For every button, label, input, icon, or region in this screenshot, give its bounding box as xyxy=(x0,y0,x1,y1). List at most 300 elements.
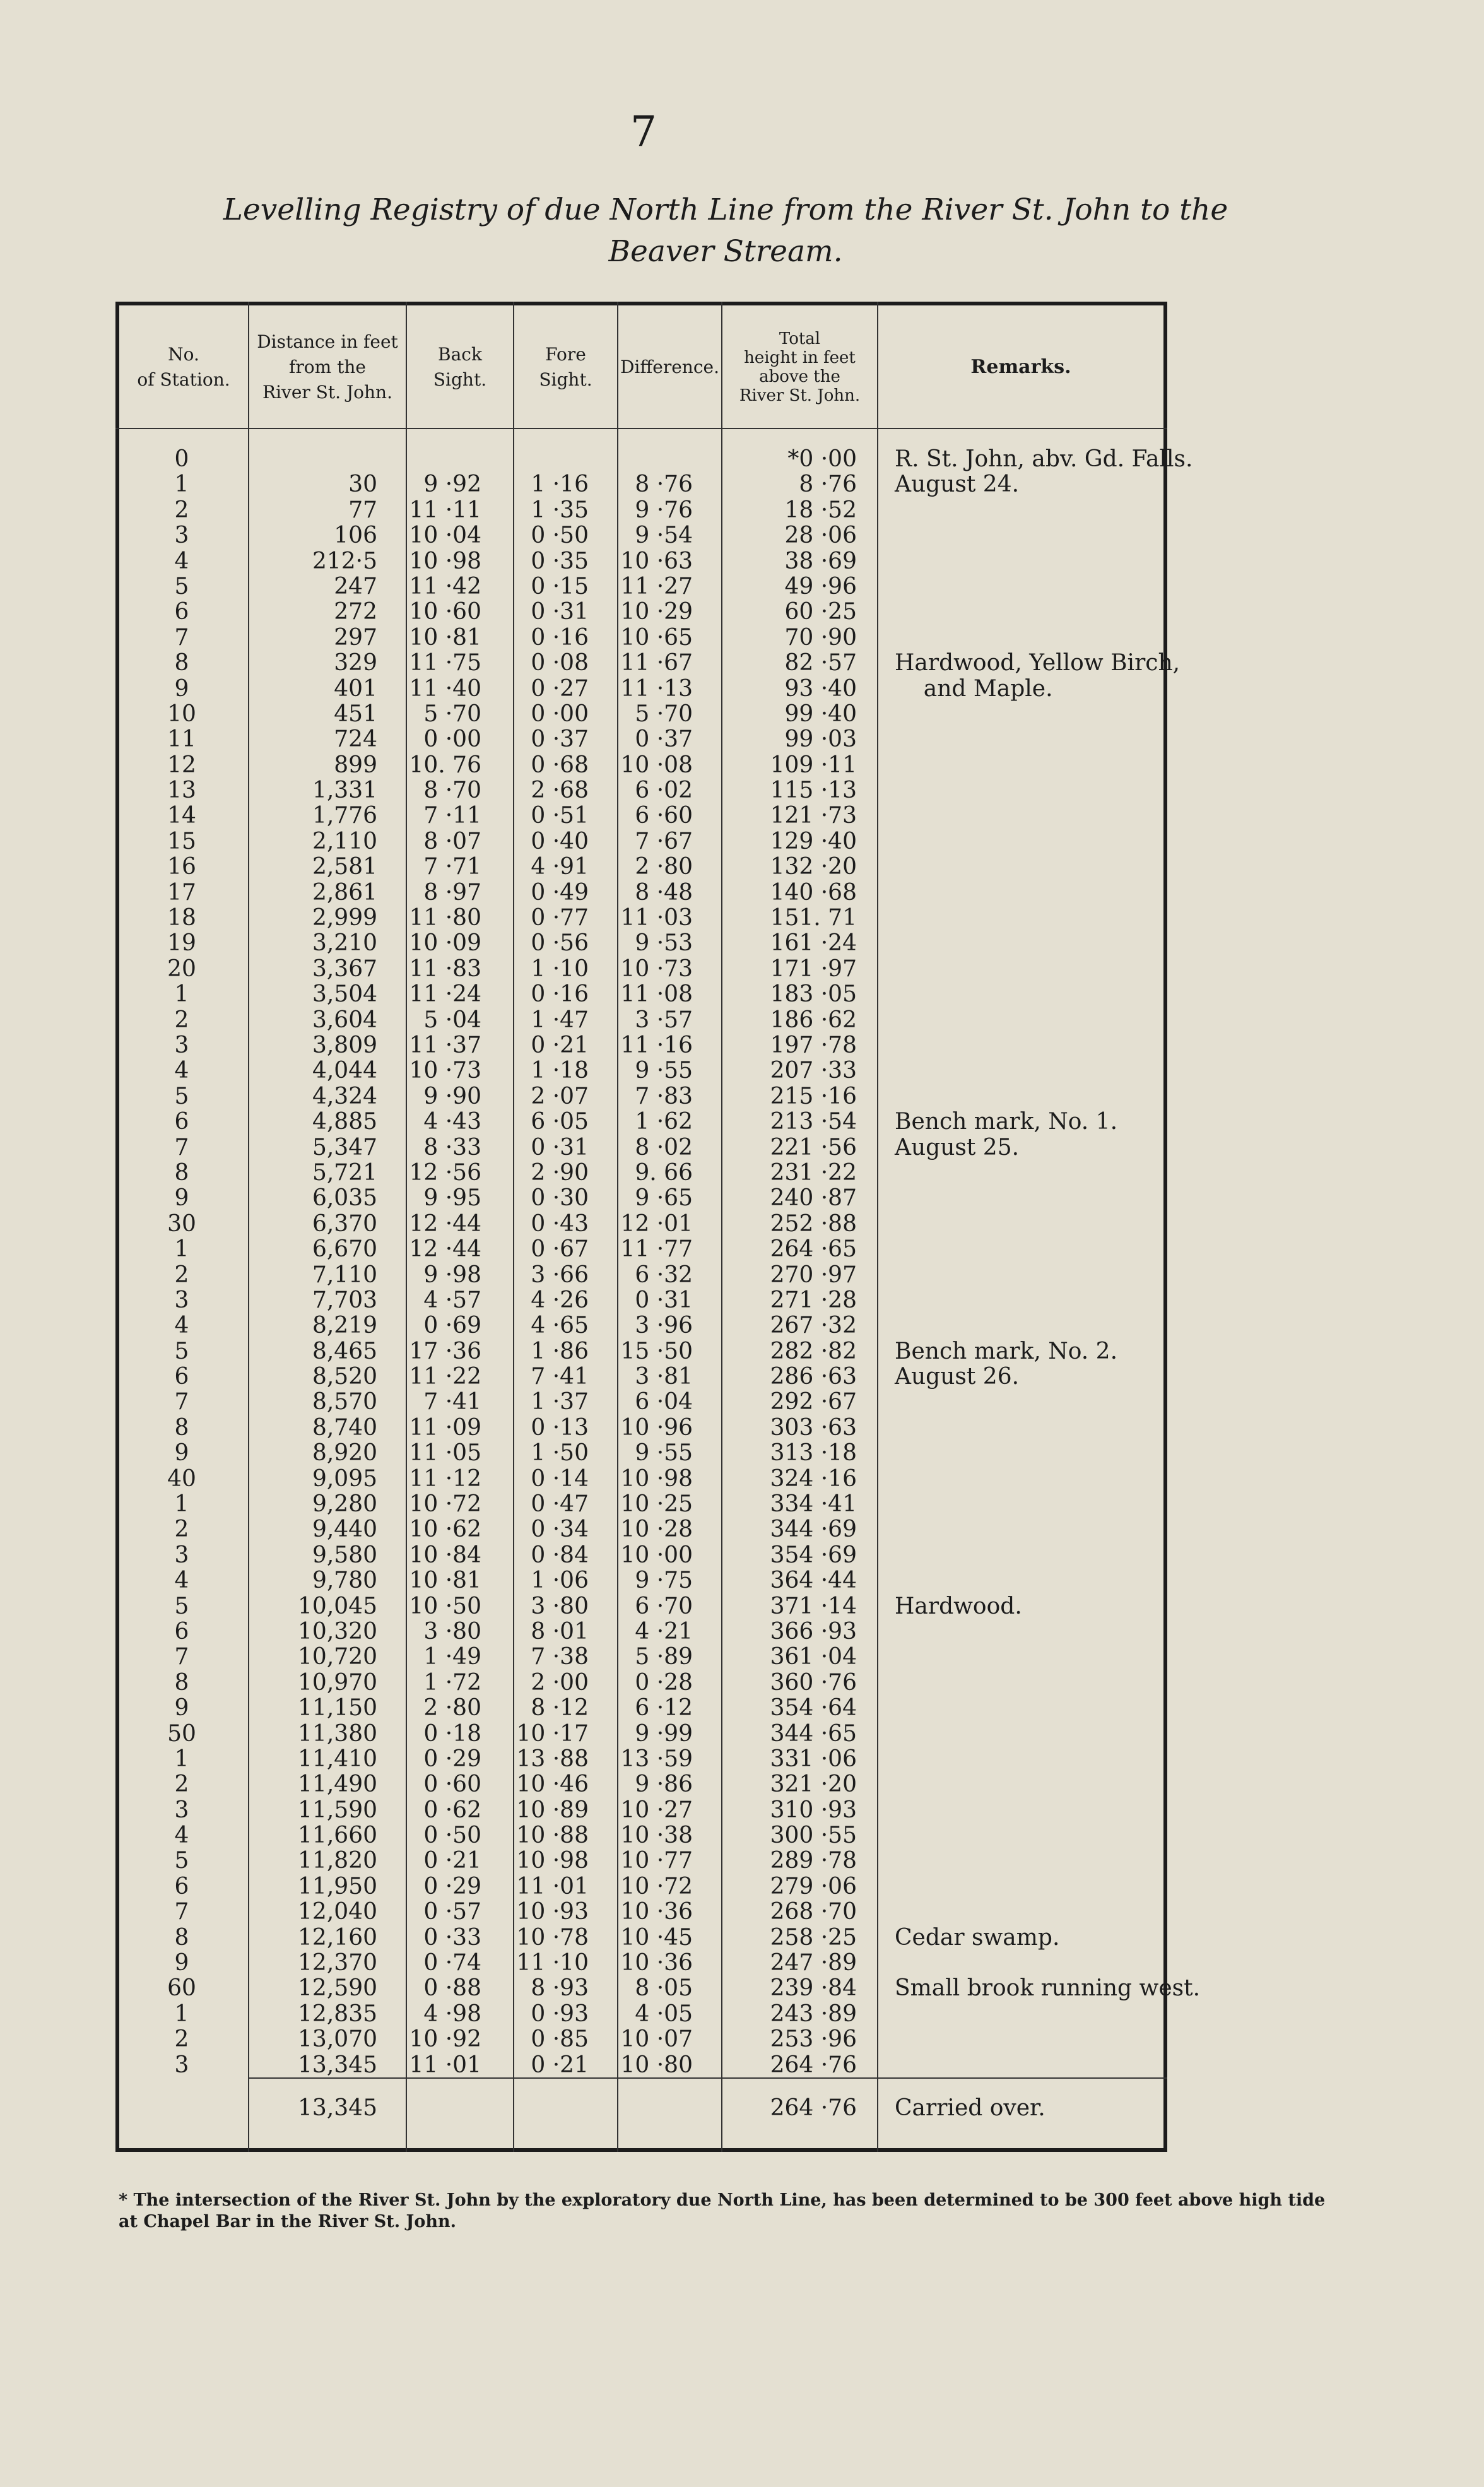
distance-cell: 6,035 xyxy=(312,1185,377,1212)
fore-sight-cell: 11 ·10 xyxy=(516,1950,589,1976)
table-body xyxy=(115,446,1201,2078)
remarks-cell: and Maple. xyxy=(895,675,1053,702)
difference-cell: 6 ·70 xyxy=(635,1593,693,1619)
back-sight-cell: 0 ·74 xyxy=(423,1950,481,1976)
station-number: 5 xyxy=(174,573,189,600)
table-row xyxy=(115,778,1167,803)
distance-cell: 12,040 xyxy=(298,1899,377,1925)
back-sight-cell: 10 ·72 xyxy=(409,1491,481,1518)
fore-sight-cell: 10 ·78 xyxy=(516,1924,589,1951)
back-sight-cell: 8 ·07 xyxy=(423,828,481,854)
difference-cell: 10 ·45 xyxy=(620,1924,693,1951)
table-row xyxy=(115,523,1167,548)
fore-sight-cell: 1 ·47 xyxy=(531,1007,589,1033)
total-height-cell: 140 ·68 xyxy=(770,879,857,906)
back-sight-cell: 7 ·41 xyxy=(423,1389,481,1415)
back-sight-cell: 10 ·84 xyxy=(409,1542,481,1568)
difference-cell: 12 ·01 xyxy=(620,1210,693,1237)
back-sight-cell: 0 ·57 xyxy=(423,1899,481,1925)
station-number: 4 xyxy=(174,1313,189,1339)
back-sight-cell: 11 ·75 xyxy=(409,650,481,676)
page-title xyxy=(164,189,1287,273)
fore-sight-cell: 10 ·17 xyxy=(516,1720,589,1747)
distance-cell: 3,604 xyxy=(312,1007,377,1033)
total-height-cell: 303 ·63 xyxy=(770,1414,857,1441)
back-sight-cell: 4 ·98 xyxy=(423,2000,481,2027)
distance-cell: 13,070 xyxy=(298,2026,377,2053)
back-sight-cell: 9 ·90 xyxy=(423,1083,481,1109)
station-number: 6 xyxy=(174,1364,189,1390)
distance-cell: 2,861 xyxy=(312,879,377,906)
total-height-cell: 132 ·20 xyxy=(770,854,857,880)
station-number: 3 xyxy=(174,1542,189,1568)
total-height-cell: 253 ·96 xyxy=(770,2026,857,2053)
table-row xyxy=(115,931,1167,956)
station-number: 6 xyxy=(174,1873,189,1899)
back-sight-cell: 11 ·42 xyxy=(409,573,481,600)
distance-cell: 77 xyxy=(348,497,377,523)
header-total-height: Total height in feet above the River St. John. xyxy=(739,329,861,405)
table-row xyxy=(115,1925,1167,1951)
table-row xyxy=(115,1645,1167,1670)
fore-sight-cell: 0 ·13 xyxy=(531,1414,589,1441)
fore-sight-cell: 8 ·01 xyxy=(531,1618,589,1645)
fore-sight-cell: 10 ·89 xyxy=(516,1797,589,1823)
fore-sight-cell: 2 ·00 xyxy=(531,1669,589,1696)
table-row xyxy=(115,2053,1167,2078)
distance-cell: 3,210 xyxy=(312,930,377,957)
station-number: 3 xyxy=(174,1797,189,1823)
total-height-cell: 264 ·76 xyxy=(770,2052,857,2078)
station-number: 16 xyxy=(167,854,196,880)
table-row xyxy=(115,982,1167,1007)
title-line-2: Beaver Stream. xyxy=(608,234,843,269)
fore-sight-cell: 4 ·65 xyxy=(531,1313,589,1339)
distance-cell: 297 xyxy=(334,624,377,651)
table-row xyxy=(115,1772,1167,1797)
station-number: 15 xyxy=(167,828,196,854)
total-height-cell: 282 ·82 xyxy=(770,1338,857,1364)
back-sight-cell: 11 ·11 xyxy=(409,497,481,523)
difference-cell: 6 ·12 xyxy=(635,1695,693,1722)
distance-cell: 11,950 xyxy=(298,1873,377,1899)
fore-sight-cell: 1 ·86 xyxy=(531,1338,589,1364)
fore-sight-cell: 0 ·67 xyxy=(531,1236,589,1263)
back-sight-cell: 11 ·01 xyxy=(409,2052,481,2078)
total-height-cell: 324 ·16 xyxy=(770,1465,857,1492)
distance-cell: 8,465 xyxy=(312,1338,377,1364)
total-height-cell: 292 ·67 xyxy=(770,1389,857,1415)
remarks-cell: Hardwood. xyxy=(895,1593,1022,1619)
total-height-cell: 115 ·13 xyxy=(770,777,857,804)
table-row xyxy=(115,1109,1167,1135)
difference-cell: 6 ·60 xyxy=(635,803,693,829)
fore-sight-cell: 8 ·12 xyxy=(531,1695,589,1722)
difference-cell: 8 ·48 xyxy=(635,879,693,906)
total-height-cell: 371 ·14 xyxy=(770,1593,857,1619)
difference-cell: 11 ·77 xyxy=(620,1236,693,1263)
total-height-cell: 286 ·63 xyxy=(770,1364,857,1390)
distance-cell: 11,410 xyxy=(298,1746,377,1772)
fore-sight-cell: 1 ·35 xyxy=(531,497,589,523)
remarks-cell: Hardwood, Yellow Birch, xyxy=(895,650,1181,676)
back-sight-cell: 9 ·98 xyxy=(423,1261,481,1288)
difference-cell: 10 ·72 xyxy=(620,1873,693,1899)
difference-cell: 3 ·96 xyxy=(635,1313,693,1339)
remarks-cell: R. St. John, abv. Gd. Falls. xyxy=(895,446,1193,472)
distance-cell: 8,520 xyxy=(312,1364,377,1390)
back-sight-cell: 2 ·80 xyxy=(423,1695,481,1722)
table-row xyxy=(115,1975,1201,2002)
fore-sight-cell: 0 ·51 xyxy=(531,803,589,829)
fore-sight-cell: 1 ·16 xyxy=(531,471,589,498)
fore-sight-cell: 1 ·18 xyxy=(531,1058,589,1084)
distance-cell: 6,670 xyxy=(312,1236,377,1263)
table-row xyxy=(115,1161,1167,1186)
difference-cell: 9 ·86 xyxy=(635,1771,693,1798)
table-row xyxy=(115,1008,1167,1033)
difference-cell: 0 ·28 xyxy=(635,1669,693,1696)
distance-cell: 2,581 xyxy=(312,854,377,880)
total-height-cell: 161 ·24 xyxy=(770,930,857,957)
total-height-cell: 264 ·65 xyxy=(770,1236,857,1263)
distance-cell: 12,835 xyxy=(298,2000,377,2027)
table-row xyxy=(115,446,1193,472)
back-sight-cell: 3 ·80 xyxy=(423,1618,481,1645)
station-number: 5 xyxy=(174,1083,189,1109)
distance-cell: 3,367 xyxy=(312,955,377,982)
back-sight-cell: 4 ·57 xyxy=(423,1287,481,1313)
back-sight-cell: 0 ·33 xyxy=(423,1924,481,1951)
back-sight-cell: 0 ·00 xyxy=(423,726,481,753)
total-height-cell: 109 ·11 xyxy=(770,752,857,778)
distance-cell: 8,920 xyxy=(312,1440,377,1467)
fore-sight-cell: 10 ·46 xyxy=(516,1771,589,1798)
station-number: 4 xyxy=(174,1822,189,1849)
back-sight-cell: 0 ·29 xyxy=(423,1746,481,1772)
total-height-cell: 8 ·76 xyxy=(799,471,857,498)
header-station: No. of Station. xyxy=(137,344,230,390)
distance-cell: 12,160 xyxy=(298,1924,377,1951)
table-row xyxy=(115,1619,1167,1645)
distance-cell: 11,380 xyxy=(298,1720,377,1747)
total-height-cell: 247 ·89 xyxy=(770,1950,857,1976)
station-number: 7 xyxy=(174,1134,189,1161)
total-height-cell: 240 ·87 xyxy=(770,1185,857,1212)
station-number: 9 xyxy=(174,675,189,702)
fore-sight-cell: 0 ·34 xyxy=(531,1516,589,1543)
table-row xyxy=(115,1848,1167,1874)
fore-sight-cell: 0 ·31 xyxy=(531,1134,589,1161)
difference-cell: 5 ·89 xyxy=(635,1644,693,1670)
distance-cell: 11,590 xyxy=(298,1797,377,1823)
difference-cell: 11 ·16 xyxy=(620,1032,693,1058)
remarks-cell: August 25. xyxy=(895,1134,1020,1161)
station-number: 1 xyxy=(174,471,189,498)
fore-sight-cell: 10 ·98 xyxy=(516,1848,589,1874)
back-sight-cell: 7 ·11 xyxy=(423,803,481,829)
back-sight-cell: 5 ·04 xyxy=(423,1007,481,1033)
total-height-cell: 18 ·52 xyxy=(784,497,857,523)
distance-cell: 4,324 xyxy=(312,1083,377,1109)
station-number: 2 xyxy=(174,1007,189,1033)
back-sight-cell: 10 ·60 xyxy=(409,599,481,625)
distance-cell: 10,045 xyxy=(298,1593,377,1619)
station-number: 1 xyxy=(174,1491,189,1518)
difference-cell: 4 ·21 xyxy=(635,1618,693,1645)
difference-cell: 0 ·31 xyxy=(635,1287,693,1313)
station-number: 5 xyxy=(174,1338,189,1364)
station-number: 11 xyxy=(167,726,196,753)
station-number: 6 xyxy=(174,1618,189,1645)
distance-cell: 12,590 xyxy=(298,1975,377,2002)
table-row xyxy=(115,1568,1167,1593)
distance-cell: 451 xyxy=(334,700,377,727)
table-row xyxy=(115,1339,1167,1364)
total-height-cell: 313 ·18 xyxy=(770,1440,857,1467)
total-height-cell: 82 ·57 xyxy=(784,650,857,676)
fore-sight-cell: 0 ·50 xyxy=(531,523,589,549)
distance-cell: 9,780 xyxy=(312,1568,377,1594)
distance-cell: 9,440 xyxy=(312,1516,377,1543)
total-height-cell: 49 ·96 xyxy=(784,573,857,600)
station-number: 5 xyxy=(174,1848,189,1874)
station-number: 17 xyxy=(167,879,196,906)
station-number: 3 xyxy=(174,523,189,549)
difference-cell: 10 ·77 xyxy=(620,1848,693,1874)
station-number: 9 xyxy=(174,1695,189,1722)
difference-cell: 10 ·07 xyxy=(620,2026,693,2053)
back-sight-cell: 9 ·95 xyxy=(423,1185,481,1212)
total-height-cell: 331 ·06 xyxy=(770,1746,857,1772)
back-sight-cell: 11 ·12 xyxy=(409,1465,481,1492)
fore-sight-cell: 0 ·77 xyxy=(531,905,589,931)
back-sight-cell: 11 ·80 xyxy=(409,905,481,931)
header-distance: Distance in feet from the River St. John. xyxy=(257,331,398,403)
fore-sight-cell: 0 ·00 xyxy=(531,700,589,727)
station-number: 9 xyxy=(174,1440,189,1467)
distance-cell: 11,660 xyxy=(298,1822,377,1849)
difference-cell: 0 ·37 xyxy=(635,726,693,753)
station-number: 1 xyxy=(174,2000,189,2027)
station-number: 5 xyxy=(174,1593,189,1619)
table-row xyxy=(115,1467,1167,1492)
remarks-cell: August 26. xyxy=(895,1364,1020,1390)
total-height-cell: 129 ·40 xyxy=(770,828,857,854)
back-sight-cell: 0 ·88 xyxy=(423,1975,481,2002)
table-row xyxy=(115,2002,1167,2027)
total-height-cell: 321 ·20 xyxy=(770,1771,857,1798)
back-sight-cell: 12 ·56 xyxy=(409,1159,481,1186)
back-sight-cell: 11 ·05 xyxy=(409,1440,481,1467)
fore-sight-cell: 0 ·35 xyxy=(531,548,589,574)
station-number: 14 xyxy=(167,803,196,829)
difference-cell: 6 ·32 xyxy=(635,1261,693,1288)
fore-sight-cell: 0 ·93 xyxy=(531,2000,589,2027)
difference-cell: 9. 66 xyxy=(635,1159,693,1186)
fore-sight-cell: 0 ·31 xyxy=(531,599,589,625)
table-row xyxy=(115,1390,1167,1415)
distance-cell: 8,740 xyxy=(312,1414,377,1441)
carried-total-height: 264 ·76 xyxy=(770,2095,857,2121)
back-sight-cell: 8 ·97 xyxy=(423,879,481,906)
header-difference: Difference. xyxy=(620,357,719,377)
station-number: 6 xyxy=(174,599,189,625)
station-number: 4 xyxy=(174,1568,189,1594)
back-sight-cell: 10 ·50 xyxy=(409,1593,481,1619)
station-number: 1 xyxy=(174,1746,189,1772)
distance-cell: 1,776 xyxy=(312,803,377,829)
total-height-cell: 183 ·05 xyxy=(770,981,857,1008)
difference-cell: 10 ·80 xyxy=(620,2052,693,2078)
header-remarks: Remarks. xyxy=(970,356,1071,378)
distance-cell: 3,504 xyxy=(312,981,377,1008)
distance-cell: 13,345 xyxy=(298,2052,377,2078)
fore-sight-cell: 11 ·01 xyxy=(516,1873,589,1899)
back-sight-cell: 1 ·49 xyxy=(423,1644,481,1670)
table-row xyxy=(115,1951,1167,1976)
fore-sight-cell: 4 ·91 xyxy=(531,854,589,880)
total-height-cell: 99 ·40 xyxy=(784,700,857,727)
back-sight-cell: 10 ·62 xyxy=(409,1516,481,1543)
table-row xyxy=(115,1288,1167,1313)
back-sight-cell: 12 ·44 xyxy=(409,1210,481,1237)
station-number: 2 xyxy=(174,1771,189,1798)
difference-cell: 10 ·08 xyxy=(620,752,693,778)
back-sight-cell: 5 ·70 xyxy=(423,700,481,727)
back-sight-cell: 0 ·29 xyxy=(423,1873,481,1899)
difference-cell: 4 ·05 xyxy=(635,2000,693,2027)
total-height-cell: 60 ·25 xyxy=(784,599,857,625)
remarks-cell: Small brook running west. xyxy=(895,1975,1201,2002)
distance-cell: 10,970 xyxy=(298,1669,377,1696)
back-sight-cell: 4 ·43 xyxy=(423,1109,481,1135)
total-height-cell: 300 ·55 xyxy=(770,1822,857,1849)
total-height-cell: 252 ·88 xyxy=(770,1210,857,1237)
distance-cell: 9,095 xyxy=(312,1465,377,1492)
back-sight-cell: 0 ·62 xyxy=(423,1797,481,1823)
station-number: 60 xyxy=(167,1975,196,2002)
table-row xyxy=(115,1033,1167,1058)
fore-sight-cell: 0 ·56 xyxy=(531,930,589,957)
fore-sight-cell: 0 ·85 xyxy=(531,2026,589,2053)
difference-cell: 1 ·62 xyxy=(635,1109,693,1135)
fore-sight-cell: 0 ·84 xyxy=(531,1542,589,1568)
difference-cell: 10 ·27 xyxy=(620,1797,693,1823)
difference-cell: 9 ·55 xyxy=(635,1058,693,1084)
back-sight-cell: 0 ·60 xyxy=(423,1771,481,1798)
distance-cell: 10,320 xyxy=(298,1618,377,1645)
total-height-cell: 186 ·62 xyxy=(770,1007,857,1033)
table-row xyxy=(115,1899,1167,1925)
station-number: 8 xyxy=(174,1669,189,1696)
fore-sight-cell: 0 ·68 xyxy=(531,752,589,778)
difference-cell: 9 ·54 xyxy=(635,523,693,549)
station-number: 8 xyxy=(174,650,189,676)
total-height-cell: 243 ·89 xyxy=(770,2000,857,2027)
table-row xyxy=(115,1747,1167,1772)
fore-sight-cell: 2 ·07 xyxy=(531,1083,589,1109)
table-row xyxy=(115,702,1167,727)
fore-sight-cell: 0 ·21 xyxy=(531,2052,589,2078)
station-number: 3 xyxy=(174,1287,189,1313)
difference-cell: 9 ·53 xyxy=(635,930,693,957)
station-number: 0 xyxy=(174,446,189,472)
table-row xyxy=(115,880,1167,906)
table-row xyxy=(115,829,1167,854)
table-row xyxy=(115,1492,1167,1517)
station-number: 40 xyxy=(167,1465,196,1492)
station-number: 2 xyxy=(174,2026,189,2053)
total-height-cell: 271 ·28 xyxy=(770,1287,857,1313)
distance-cell: 724 xyxy=(334,726,377,753)
fore-sight-cell: 10 ·88 xyxy=(516,1822,589,1849)
back-sight-cell: 0 ·69 xyxy=(423,1313,481,1339)
table-row xyxy=(115,1517,1167,1542)
difference-cell: 8 ·02 xyxy=(635,1134,693,1161)
table-row xyxy=(115,727,1167,752)
difference-cell: 10 ·98 xyxy=(620,1465,693,1492)
fore-sight-cell: 6 ·05 xyxy=(531,1109,589,1135)
back-sight-cell: 10 ·09 xyxy=(409,930,481,957)
table-row xyxy=(115,1058,1167,1084)
distance-cell: 10,720 xyxy=(298,1644,377,1670)
station-number: 7 xyxy=(174,1899,189,1925)
station-number: 8 xyxy=(174,1159,189,1186)
fore-sight-cell: 1 ·06 xyxy=(531,1568,589,1594)
fore-sight-cell: 0 ·14 xyxy=(531,1465,589,1492)
table-row xyxy=(115,1263,1167,1288)
difference-cell: 9 ·99 xyxy=(635,1720,693,1747)
difference-cell: 3 ·57 xyxy=(635,1007,693,1033)
back-sight-cell: 8 ·70 xyxy=(423,777,481,804)
distance-cell: 247 xyxy=(334,573,377,600)
total-height-cell: 364 ·44 xyxy=(770,1568,857,1594)
back-sight-cell: 10 ·73 xyxy=(409,1058,481,1084)
fore-sight-cell: 0 ·27 xyxy=(531,675,589,702)
back-sight-cell: 0 ·18 xyxy=(423,1720,481,1747)
table-row xyxy=(115,676,1167,702)
table-row xyxy=(115,549,1167,574)
difference-cell: 7 ·83 xyxy=(635,1083,693,1109)
difference-cell: 10 ·96 xyxy=(620,1414,693,1441)
table-row xyxy=(115,1364,1167,1390)
remarks-cell: August 24. xyxy=(895,471,1020,498)
distance-cell: 11,820 xyxy=(298,1848,377,1874)
table-row xyxy=(115,1823,1167,1848)
distance-cell: 6,370 xyxy=(312,1210,377,1237)
difference-cell: 10 ·65 xyxy=(620,624,693,651)
back-sight-cell: 11 ·40 xyxy=(409,675,481,702)
distance-cell: 3,809 xyxy=(312,1032,377,1058)
fore-sight-cell: 1 ·37 xyxy=(531,1389,589,1415)
table-row xyxy=(115,498,1167,523)
back-sight-cell: 7 ·71 xyxy=(423,854,481,880)
table-row xyxy=(115,1415,1167,1441)
difference-cell: 6 ·02 xyxy=(635,777,693,804)
back-sight-cell: 10 ·92 xyxy=(409,2026,481,2053)
table-row xyxy=(115,1313,1167,1338)
fore-sight-cell: 0 ·49 xyxy=(531,879,589,906)
table-row xyxy=(115,906,1167,931)
distance-cell: 329 xyxy=(334,650,377,676)
back-sight-cell: 10 ·81 xyxy=(409,624,481,651)
table-row xyxy=(115,472,1167,497)
fore-sight-cell: 1 ·10 xyxy=(531,955,589,982)
difference-cell: 9 ·75 xyxy=(635,1568,693,1594)
fore-sight-cell: 3 ·66 xyxy=(531,1261,589,1288)
total-height-cell: 267 ·32 xyxy=(770,1313,857,1339)
